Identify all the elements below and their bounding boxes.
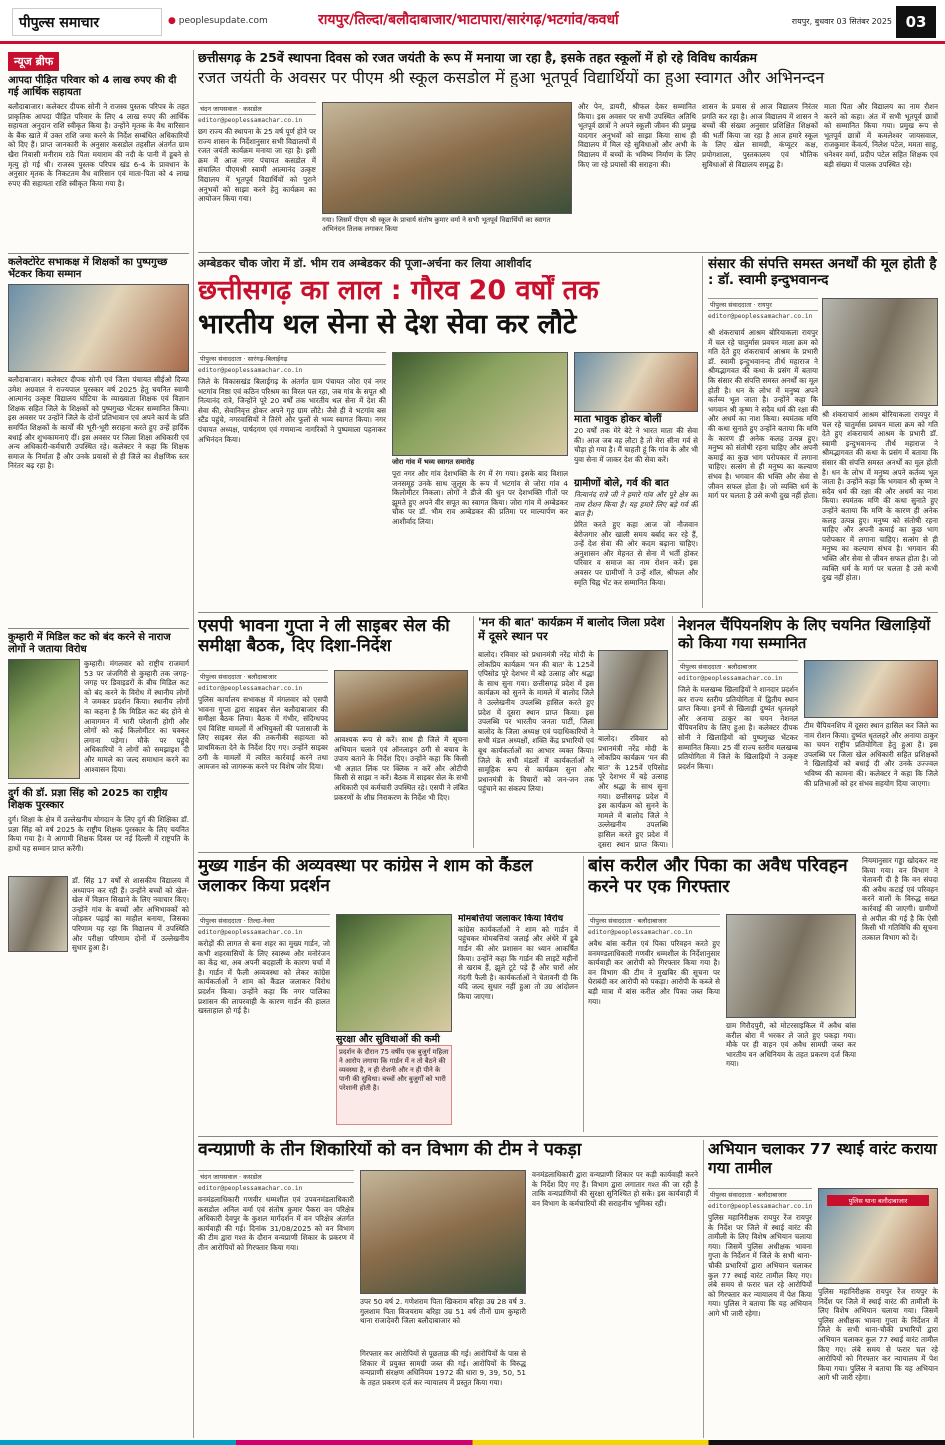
top-caption: गया। जिसमें पीएम श्री स्कूल के प्राचार्य संतोष कुमार वर्मा ने सभी भूतपूर्व विद्यार्थियों का स्वागत अभिनंदन तिलक लगाकर किया [322, 216, 551, 233]
warrant-body-2: पुलिस महानिरीक्षक रायपुर रेंज रायपुर के निर्देश पर जिले में स्थाई वारंट की तामीली के लिए विशेष अभियान चलाया गया। जिसमें पुलिस अधीक्षक भावना गुप्ता के निर्देशन में जिले के सभी थाना-चौकी प्रभारियों द्वारा अभियान चलाकर कुल 77 स्थाई वारंट तामील किए गए। लंबे समय से फरार चल रहे आरोपियों को गिरफ्तार कर न्यायालय में पेश किया गया। पुलिस ने बताया कि यह अभियान आगे भी जारी रहेगा। [818, 1287, 938, 1383]
warrant-photo [818, 1188, 938, 1284]
top-col2: और पेन, डायरी, श्रीफल देकर सम्मानित किया। इस अवसर पर सभी उपस्थित अतिथि भूतपूर्व छात्रों ने अपने स्कूली जीवन की प्रमुख यादगार अनुभवों को साझा किया साथ ही विद्यालय में मिल रहे सुविधाओं और अभी के विद्यालय में बच्चों के भविष्य निर्माण के लिए किए जा रहे प्रयासों की सराहना की। [578, 102, 696, 169]
garden-headline: मुख्य गार्डन की अव्यवस्था पर कांग्रेस ने शाम को कैंडल जलाकर किया प्रदर्शन [198, 856, 533, 897]
cyber-col2: आवश्यक रूप से करें। साथ ही जिले में सूचना अभियान चलाने एवं ऑनलाइन ठगी से बचाव के उपाय बताने के निर्देश दिए। उन्होंने कहा कि किसी भी अज्ञात लिंक पर क्लिक न करें और ओटीपी किसी से साझा न करें। बैठक में साइबर सेल के सभी अधिकारी एवं कर्मचारी उपस्थित रहे। एसपी ने लंबित प्रकरणों के शीघ्र निराकरण के निर्देश भी दिए। [334, 735, 468, 802]
brief-3-title: कुम्हारी में मिडिल कट को बंद करने से नाराज लोगों ने जताया विरोध [8, 632, 171, 655]
wildlife-byline: चंदन जायसवाल · कसडोल [198, 1170, 354, 1183]
newspaper-logo [12, 8, 162, 36]
army-quote2-body: नित्यानंद रात्रे जी ने हमारे गांव और पूरे क्षेत्र का नाम रोशन किया है। यह हमारे लिए बड़े गर्व की बात है। [574, 490, 698, 518]
brief-3-body: कुम्हारी। मंगलवार को राष्ट्रीय राजमार्ग 53 पर जंजगिरी से कुम्हारी तक जगह-जगह पर डिवाइडरों के बीच मिडिल कट को बंद करने के विरोध में स्थानीय लोगों ने जमकर प्रदर्शन किया। स्थानीय लोगों का कहना है कि मिडिल कट बंद होने से आवागमन में भारी परेशानी होगी और लोगों को कई किलोमीटर का चक्कर लगाना पड़ेगा। मौके पर पहुंचे अधिकारियों ने लोगों को समझाइश दी और मामले का जल्द समाधान करने का आश्वासन दिया। [84, 659, 189, 774]
army-col3: प्रेरित करते हुए कहा आज जो नौजवान बेरोजगार और खाली समय बर्बाद कर रहे हैं, उन्हें देश सेवा की ओर कदम बढ़ाना चाहिए। अनुशासन और मेहनत से सेना में भर्ती होकर परिवार व समाज का नाम रोशन करें। इस अवसर पर ग्रामीणों ने उन्हें शॉल, श्रीफल और स्मृति चिह्न भेंट कर सम्मानित किया। [574, 520, 698, 587]
bamboo-headline: बांस करील और पिका का अवैध परिवहन करने पर एक गिरफ्तार [588, 856, 848, 897]
cyber-story [198, 616, 468, 848]
army-kicker: अम्बेडकर चौक जोरा में डॉ. भीम राव अम्बेडकर की पूजा-अर्चना कर लिया आशीर्वाद [198, 257, 532, 270]
mann-body: बालोद। रविवार को प्रधानमंत्री नरेंद्र मोदी के लोकप्रिय कार्यक्रम 'मन की बात' के 125वें एपिसोड पूरे देशभर में बड़े उत्साह और श्रद्धा के साथ सुना गया। छत्तीसगढ़ प्रदेश में इस कार्यक्रम को सुनने के मामले में बालोद जिले ने उल्लेखनीय उपलब्धि हासिल करते हुए प्रदेश में दूसरा स्थान प्राप्त किया। इस उपलब्धि पर भारतीय जनता पार्टी, जिला बालोद के जिला अध्यक्ष एवं पदाधिकारियों ने सभी मंडल अध्यक्षों, शक्ति केंद्र प्रभारियों एवं बूथ कार्यकर्ताओं का आभार व्यक्त किया। जिले के सभी मंडलों में कार्यकर्ताओं ने सामूहिक रूप से कार्यक्रम सुना और प्रधानमंत्री के विचारों को जन-जन तक पहुंचाने का संकल्प लिया। [478, 650, 594, 794]
swami-story [708, 256, 938, 608]
cyber-col1: पुलिस कार्यालय सभाकक्ष में मंगलवार को एसपी भावना गुप्ता द्वारा साइबर सेल बलौदाबाजार की समीक्षा बैठक लिया। बैठक में गंभीर, संदिग्धपद एवं विशिष्ट मामलों में अभियुक्तों की पतासाजी के लिए साइबर सेल की तकनीकी सहायता को प्राथमिकता देने के निर्देश दिए गए। उन्होंने साइबर ठगी के मामलों में त्वरित कार्रवाई करने तथा आमजन को जागरूक करने पर विशेष जोर दिया। [198, 695, 328, 772]
garden-subhead: मोमबत्तियां जलाकर किया विरोध [458, 914, 564, 924]
warrant-photo-label: पुलिस थाना बलौदाबाजार [827, 1195, 929, 1206]
garden-photo-caption: प्रदर्शन के दौरान 75 वर्षीय एक बुजुर्ग महिला ने आरोप लगाया कि गार्डन में न तो बैठने की व्यवस्था है, न ही रोशनी और न ही पीने के पानी की सुविधा। बच्चों और बुजुर्गों को भारी परेशानी होती है। [336, 1045, 452, 1125]
army-quote2-title: ग्रामीणों बोले, गर्व की बात [574, 478, 669, 489]
wildlife-photo [360, 1170, 526, 1294]
army-headline-2: भारतीय थल सेना से देश सेवा कर लौटे [198, 309, 577, 341]
army-story [198, 256, 698, 608]
wildlife-col3: वनमंडलाधिकारी द्वारा वन्यप्राणी शिकार पर कड़ी कार्यवाही करने के निर्देश दिए गए हैं। विभाग द्वारा लगातार गश्त की जा रही है ताकि वन्यप्राणियों की सुरक्षा सुनिश्चित हो सके। इस कार्यवाही में वन विभाग के कर्मचारियों की सराहनीय भूमिका रही। [532, 1170, 698, 1208]
bottom-color-bar [0, 1440, 945, 1445]
globe-icon: ● [168, 16, 176, 26]
wildlife-email: editor@peoplessamachar.co.in [198, 1185, 303, 1192]
bamboo-col3: नियमानुसार गड्ढा खोदकर नष्ट किया गया। वन विभाग ने चेतावनी दी है कि वन संपदा की अवैध कटाई एवं परिवहन करने वालों के विरुद्ध सख्त कार्रवाई की जाएगी। ग्रामीणों से अपील की गई है कि ऐसी किसी भी गतिविधि की सूचना तत्काल विभाग को दें। [862, 856, 938, 942]
brief-4-extra: डॉ. सिंह 17 वर्षों से शासकीय विद्यालय में अध्यापन कर रही हैं। उन्होंने बच्चों को खेल-खेल में विज्ञान सिखाने के लिए नवाचार किए। उन्होंने गांव के बच्चों और अभिभावकों को जोड़कर पढ़ाई का माहौल बनाया, जिसका परिणाम यह रहा कि विद्यालय में उपस्थिति और परीक्षा परिणाम दोनों में उल्लेखनीय सुधार हुआ है। [72, 876, 189, 953]
army-photo [392, 352, 568, 456]
brief-2-photo [8, 284, 189, 372]
brief-3-photo [8, 659, 80, 779]
top-story-headline: रजत जयंती के अवसर पर पीएम श्री स्कूल कसडोल में हुआ भूतपूर्व विद्यार्थियों का हुआ स्वागत और अभिनन्दन [198, 68, 825, 87]
army-byline: पीपुल्स संवाददाता · सारंगढ़-बिलाईगढ़ [198, 352, 386, 365]
website-text: peoplesupdate.com [178, 16, 268, 26]
top-story-kicker: छत्तीसगढ़ के 25वें स्थापना दिवस को रजत जयंती के रूप में मनाया जा रहा है, इसके तहत स्कूलों में हो रहे विविध कार्यक्रम [198, 50, 757, 65]
wildlife-story [198, 1140, 698, 1438]
page-number: 03 [896, 6, 936, 38]
swami-body: श्री शंकराचार्य आश्रम बोरियाकला रायपुर में चल रहे चातुर्मास प्रवचन माला क्रम को गति देते हुए शंकराचार्य आश्रम के प्रभारी डॉ. स्वामी इन्दुभवानन्द तीर्थ महाराज ने श्रीमद्भागवत की कथा के प्रसंग में बताया कि संसार की संपत्ति समस्त अनर्थों का मूल होती है। धन के लोभ में मनुष्य अपने कर्तव्य भूल जाता है। उन्होंने कहा कि भगवान श्री कृष्ण ने सदैव धर्म की रक्षा की और अधर्म का नाश किया। स्यमंतक मणि की कथा सुनाते हुए उन्होंने बताया कि मणि के कारण ही अनेक कलह उत्पन्न हुए। मनुष्य को संतोषी रहना चाहिए और अपनी कमाई का कुछ भाग परोपकार में लगाना चाहिए। सत्संग से ही मनुष्य का कल्याण संभव है। भगवान की भक्ति और सेवा से जीवन सफल होता है। जो व्यक्ति धर्म के मार्ग पर चलता है उसे कभी दुख नहीं होता। [708, 328, 818, 501]
army-quote-body: 20 वर्षों तक मेरे बेटे ने भारत माता की सेवा की। आज जब वह लौटा है तो मेरा सीना गर्व से चौड़ा हो गया है। मैं चाहती हूं कि गांव के और भी युवा सेना में जाकर देश की सेवा करें। [574, 426, 698, 464]
city-strip: रायपुर/तिल्दा/बलौदाबाजार/भाटापारा/सारंगढ़/भटगांव/कवर्धा [318, 12, 619, 28]
cyber-photo [334, 670, 468, 732]
swami-body-2: श्री शंकराचार्य आश्रम बोरियाकला रायपुर में चल रहे चातुर्मास प्रवचन माला क्रम को गति देते हुए शंकराचार्य आश्रम के प्रभारी डॉ. स्वामी इन्दुभवानन्द तीर्थ महाराज ने श्रीमद्भागवत की कथा के प्रसंग में बताया कि संसार की संपत्ति समस्त अनर्थों का मूल होती है। धन के लोभ में मनुष्य अपने कर्तव्य भूल जाता है। उन्होंने कहा कि भगवान श्री कृष्ण ने सदैव धर्म की रक्षा की और अधर्म का नाश किया। स्यमंतक मणि की कथा सुनाते हुए उन्होंने बताया कि मणि के कारण ही अनेक कलह उत्पन्न हुए। मनुष्य को संतोषी रहना चाहिए और अपनी कमाई का कुछ भाग परोपकार में लगाना चाहिए। सत्संग से ही मनुष्य का कल्याण संभव है। भगवान की भक्ति और सेवा से जीवन सफल होता है। जो व्यक्ति धर्म के मार्ग पर चलता है उसे कभी दुख नहीं होता। [822, 410, 938, 583]
brief-2-body: बलौदाबाजार। कलेक्टर दीपक सोनी एवं जिला पंचायत सीईओ दिव्या उमेश अग्रवाल ने राज्यपाल पुरस्कार वर्ष 2025 हेतु चयनित स्वामी आत्मानंद उत्कृष्ट विद्यालय घोटिया के व्याख्याता शिक्षक एवं विज्ञान शिक्षक सहित जिले के शिक्षकों को पुष्पगुच्छ भेंटकर सम्मानित किया। इस अवसर पर उन्होंने जिले के दोनों प्रतिभावान एवं अपने कार्य के प्रति समर्पित शिक्षकों के कार्यों की भूरी-भूरी सराहना करते हुए उन्हें हार्दिक बधाई और शुभकामनाएं दीं। इस अवसर पर जिला शिक्षा अधिकारी एवं अन्य अधिकारी-कर्मचारी उपस्थित रहे। कलेक्टर ने कहा कि शिक्षक समाज के निर्माता हैं और उनके प्रयासों से ही जिले का शैक्षणिक स्तर निरंतर बढ़ रहा है। [8, 375, 189, 471]
garden-byline: पीपुल्स संवाददाता · तिल्दा-नेवरा [198, 914, 330, 927]
brief-4-title: दुर्ग की डॉ. प्रज्ञा सिंह को 2025 का राष्ट्रीय शिक्षक पुरस्कार [8, 788, 168, 811]
national-story [678, 616, 938, 848]
top-col4: माता पिता और विद्यालय का नाम रौशन करने को कहा। अंत में सभी भूतपूर्व छात्रों को सम्मानित किया गया। प्रमुख रूप से भूतपूर्व छात्रों में कमलेश्वर जायसवाल, राजकुमार केंवर्त्य, निलेश पटेल, ममता साहू, धनेश्वर वर्मा, प्रदीप पटेल सहित शिक्षक एवं बड़ी संख्या में पालक उपस्थित रहे। [824, 102, 938, 169]
garden-photo-title: सुरक्षा और सुविधाओं की कमी [336, 1034, 440, 1045]
brief-4-body: दुर्ग। शिक्षा के क्षेत्र में उल्लेखनीय योगदान के लिए दुर्ग की शिक्षिका डॉ. प्रज्ञा सिंह को वर्ष 2025 के राष्ट्रीय शिक्षक पुरस्कार के लिए चयनित किया गया है। वे आगामी शिक्षक दिवस पर नई दिल्ली में राष्ट्रपति के हाथों यह सम्मान प्राप्त करेंगी। [8, 815, 189, 853]
national-email: editor@peoplessamachar.co.in [678, 675, 783, 682]
brief-4-portrait [8, 876, 68, 952]
top-story-photo [322, 102, 572, 214]
news-brief-column [8, 50, 189, 1438]
army-headline-1: छत्तीसगढ़ का लाल : गौरव 20 वर्षों तक [198, 275, 599, 306]
warrant-body: पुलिस महानिरीक्षक रायपुर रेंज रायपुर के निर्देश पर जिले में स्थाई वारंट की तामीली के लिए विशेष अभियान चलाया गया। जिसमें पुलिस अधीक्षक भावना गुप्ता के निर्देशन में जिले के सभी थाना-चौकी प्रभारियों द्वारा अभियान चलाकर कुल 77 स्थाई वारंट तामील किए गए। लंबे समय से फरार चल रहे आरोपियों को गिरफ्तार कर न्यायालय में पेश किया गया। पुलिस ने बताया कि यह अभियान आगे भी जारी रहेगा। [708, 1213, 812, 1318]
wildlife-headline: वन्यप्राणी के तीन शिकारियों को वन विभाग की टीम ने पकड़ा [198, 1140, 582, 1160]
army-email: editor@peoplessamachar.co.in [198, 367, 303, 374]
top-story [198, 50, 938, 250]
national-byline: पीपुल्स संवाददाता · बलौदाबाजार [678, 660, 798, 673]
mann-headline: 'मन की बात' कार्यक्रम में बालोद जिला प्रदेश में दूसरे स्थान पर [478, 616, 665, 643]
warrant-story [708, 1140, 938, 1438]
garden-col2: कांग्रेस कार्यकर्ताओं ने शाम को गार्डन में पहुंचकर मोमबत्तियां जलाई और अंधेरे में डूबे गार्डन की ओर प्रशासन का ध्यान आकर्षित किया। उन्होंने कहा कि गार्डन की लाइटें महीनों से खराब हैं, झूले टूटे पड़े हैं और चारों ओर गंदगी फैली है। कार्यकर्ताओं ने चेतावनी दी कि यदि जल्द सुधार नहीं हुआ तो उग्र आंदोलन किया जाएगा। [458, 924, 578, 1001]
warrant-headline: अभियान चलाकर 77 स्थाई वारंट कराया गया तामील [708, 1140, 937, 1177]
bamboo-byline: पीपुल्स संवाददाता · बलौदाबाजार [588, 914, 720, 927]
army-photo-caption: जोरा गांव में भव्य स्वागत समारोह [392, 458, 475, 466]
army-col2: पूरा नगर और गांव देशभक्ति के रंग में रंग गया। इसके बाद विशाल जनसमूह उनके साथ जुलूस के रूप में भटगांव से जोरा गांव 4 किलोमीटर निकला। लोगों ने डीजे की धुन पर देशभक्ति गीतों पर झूमते हुए अपने वीर सपूत का स्वागत किया। जोरा गांव में अम्बेडकर चौक पर डॉ. भीम राव अम्बेडकर की प्रतिमा पर माल्यार्पण कर आशीर्वाद लिया। [392, 469, 568, 526]
mann-body-2: बालोद। रविवार को प्रधानमंत्री नरेंद्र मोदी के लोकप्रिय कार्यक्रम 'मन की बात' के 125वें एपिसोड पूरे देशभर में बड़े उत्साह और श्रद्धा के साथ सुना गया। छत्तीसगढ़ प्रदेश में इस कार्यक्रम को सुनने के मामले में बालोद जिले ने उल्लेखनीय उपलब्धि हासिल करते हुए प्रदेश में दूसरा स्थान प्राप्त किया। [598, 734, 668, 848]
warrant-email: editor@peoplessamachar.co.in [708, 1203, 812, 1210]
cyber-email: editor@peoplessamachar.co.in [198, 685, 303, 692]
top-byline: चंदन जायसवाल · कसडोल [198, 102, 316, 115]
garden-story [198, 856, 578, 1132]
cyber-byline: पीपुल्स संवाददाता · बलौदाबाजार [198, 670, 328, 683]
brief-1-title: आपदा पीड़ित परिवार को 4 लाख रुपए की दी गई आर्थिक सहायता [8, 75, 177, 98]
swami-headline: संसार की संपत्ति समस्त अनर्थों की मूल होती है : डॉ. स्वामी इन्दुभवानन्द [708, 256, 937, 289]
bamboo-photo [726, 914, 856, 1018]
national-col1: जिले के मलखम्ब खिलाड़ियों ने शानदार प्रदर्शन कर राज्य स्तरीय प्रतियोगिता में द्वितीय स्थान प्राप्त किया। इनमें से खिलाड़ी दुष्यंत धृतलहरे और अनाया ठाकुर का चयन नेशनल चैंपियनशिप के लिए हुआ है। कलेक्टर दीपक सोनी ने खिलाड़ियों को पुष्पगुच्छ भेंटकर सम्मानित किया। 25 वीं राज्य स्तरीय मलखम्ब प्रतियोगिता में जिले के खिलाड़ियों ने उत्कृष्ट प्रदर्शन किया। [678, 685, 798, 771]
wildlife-photo-caption: उपर 50 वर्ष 2. गणेशराम पिता खिकराम बरिहा उम्र 28 वर्ष 3. गुलशाम पिता विजयराम बरिहा उम्र 51 वर्ष तीनों ग्राम कुम्हारी थाना राजादेवरी जिला बलौदाबाजार को [360, 1297, 526, 1326]
garden-photo [336, 914, 452, 1032]
army-photo-2 [574, 352, 698, 412]
national-headline: नेशनल चैंपियनशिप के लिए चयनित खिलाड़ियों को किया गया सम्मानित [678, 616, 931, 652]
top-email: editor@peoplessamachar.co.in [198, 117, 303, 124]
mann-ki-baat-story [478, 616, 668, 848]
swami-portrait [822, 298, 938, 406]
website-block[interactable] [168, 16, 298, 32]
bamboo-col2: ग्राम गिरौदपुरी, को मोटरसाइकिल में अवैध बांस करील बोरा में भरकर ले जाते हुए पकड़ा गया। मौके पर ही वाहन एवं अवैध सामग्री जब्त कर भारतीय वन अधिनियम के तहत प्रकरण दर्ज किया गया। [726, 1021, 856, 1069]
warrant-byline: पीपुल्स संवाददाता · बलौदाबाजार [708, 1188, 812, 1201]
top-col3: शासन के प्रयास से आज विद्यालय निरंतर प्रगति कर रहा है। आज विद्यालय में शासन ने बच्चों की संख्या अनुसार प्रशिक्षित शिक्षकों की भर्ती किया जा रहा है आज हमारे स्कूल के लिए खेल सामग्री, कंप्यूटर कक्ष, प्रयोगशाला, पुस्तकालय एवं भौतिक सुविधाओं से विद्यालय समृद्ध है। [702, 102, 818, 169]
garden-email: editor@peoplessamachar.co.in [198, 929, 303, 936]
swami-byline: पीपुल्स संवाददाता · रायपुर [708, 298, 818, 311]
cyber-headline: एसपी भावना गुप्ता ने ली साइबर सेल की समीक्षा बैठक, दिए दिशा-निर्देश [198, 616, 450, 657]
army-col1: जिले के विकासखंड बिलाईगढ़ के अंतर्गत ग्राम पंचायत जोरा एवं नगर भटगांव निष्ठा एवं कठिन परिश्रम का विरल पल रहा, जब गांव के सपूत श्री नित्यानंद रात्रे, जिन्होंने पूरे 20 वर्षों तक भारतीय थल सेना में देश की सेवा की, सेवानिवृत्त होकर अपने गृह ग्राम लौटे। जैसे ही वे भटगांव बस स्टैंड पहुंचे, नगरवासियों ने तिरंगे और फूलों से भव्य स्वागत किया। नगर पंचायत अध्यक्ष, पार्षदगण एवं गणमान्य नागरिकों ने पुष्पमाला पहनाकर अभिनंदन किया। [198, 377, 386, 444]
swami-email: editor@peoplessamachar.co.in [708, 313, 813, 320]
issue-date: रायपुर, बुधवार 03 सितंबर 2025 [791, 17, 892, 26]
army-quote-title: माता भावुक होकर बोलीं [574, 414, 662, 425]
brief-2-title: कलेक्टोरेट सभाकक्ष में शिक्षकों का पुष्पगुच्छ भेंटकर किया सम्मान [8, 257, 168, 280]
wildlife-col1: वनमंडलाधिकारी गणवीर धम्मशील एवं उपवनमंडलाधिकारी कसडोल अनिल वर्मा एवं संतोष कुमार पैकरा वन परिक्षेत्र अधिकारी देवपुर के कुशल मार्गदर्शन में वन परिक्षेत्र अंतर्गत कार्यवाही की गई। दिनांक 31/08/2025 को वन विभाग की टीम द्वारा गश्त के दौरान वन्यप्राणी शिकार के प्रकरण में तीन आरोपियों को गिरफ्तार किया गया। [198, 1195, 354, 1252]
national-photo [804, 660, 938, 718]
news-brief-label: न्यूज ब्रीफ [8, 52, 59, 71]
wildlife-col2: गिरफ्तार कर आरोपियों से पूछताछ की गई। आरोपियों के पास से शिकार में प्रयुक्त सामग्री जब्त की गई। आरोपियों के विरुद्ध वन्यप्राणी संरक्षण अधिनियम 1972 की धारा 9, 39, 50, 51 के तहत प्रकरण दर्ज कर न्यायालय में प्रस्तुत किया गया। [360, 1349, 526, 1387]
masthead [0, 0, 945, 44]
logo-text: पीपुल्स समाचार [19, 15, 100, 31]
national-col2: टीम चैंपियनशिप में दूसरा स्थान हासिल कर जिले का नाम रोशन किया। दुष्यंत धृतलहरे और अनाया ठाकुर का चयन राष्ट्रीय प्रतियोगिता हेतु हुआ है। इस उपलब्धि पर जिला खेल अधिकारी सहित प्रशिक्षकों ने खिलाड़ियों को बधाई दी और उनके उज्ज्वल भविष्य की कामना की। कलेक्टर ने कहा कि जिले की प्रतिभाओं को हर संभव सहयोग दिया जाएगा। [804, 721, 938, 788]
top-col1: छग राज्य की स्थापना के 25 वर्ष पूर्ण होने पर राज्य शासन के निर्देशानुसार सभी विद्यालयों में रजत जयंती कार्यक्रम मनाया जा रहा है। इसी क्रम में आज नगर पंचायत कसडोल में संचालित पीएमश्री स्वामी आत्मानंद उत्कृष्ट विद्यालय में भूतपूर्व विद्यार्थियों को पुराने अनुभवों को साझा करने हेतु कार्यक्रम का आयोजन किया गया। [198, 127, 316, 204]
bamboo-col1: अवैध बांस करील एवं पिका परिवहन करते हुए वनमण्डलाधिकारी गणवीर धम्मशील के निर्देशानुसार कार्यवाही कर आरोपी को गिरफ्तार किया गया है। वन विभाग की टीम ने मुखबिर की सूचना पर घेराबंदी कर आरोपी को पकड़ा। आरोपी के कब्जे से बड़ी मात्रा में बांस करील और पिका जब्त किया गया। [588, 939, 720, 1006]
bamboo-email: editor@peoplessamachar.co.in [588, 929, 693, 936]
brief-1-body: बलौदाबाजार। कलेक्टर दीपक सोनी ने राजस्व पुस्तक परिपत्र के तहत प्राकृतिक आपदा पीड़ित परिवार के लिए 4 लाख रुपए की आर्थिक सहायता अनुदान राशि स्वीकृत किया है। उन्होंने मृतक के वैध वारिसान के बैंक खाते में उक्त राशि जमा करने के निर्देश सम्बंधित अधिकारियों को दिए हैं। प्राप्त जानकारी के अनुसार कसडोल तहसील अंतर्गत ग्राम खैरा निवासी मनीराम राठे पिता मयाराम की नदी के पानी में डूबने से मृत्यु हो गई थी। राजस्व पुस्तक परिपत्र खंड 6-4 के प्रावधान के अनुसार मृतक के निकटतम वैध वारिसान एवं माता-पिता को 4 लाख रुपए की सहायता राशि स्वीकृत किया गया है। [8, 102, 189, 188]
mann-portrait [598, 650, 668, 730]
garden-col1: करोड़ों की लागत से बना शहर का मुख्य गार्डन, जो कभी शहरवासियों के लिए स्वास्थ्य और मनोरंजन का केंद्र था, अब अपनी बदहाली के कारण चर्चा में है। गार्डन में फैली अव्यवस्था को लेकर कांग्रेस कार्यकर्ताओं ने शाम को कैंडल जलाकर विरोध प्रदर्शन किया। उन्होंने कहा कि नगर पालिका प्रशासन की लापरवाही के कारण गार्डन की हालत खस्ताहाल हो गई है। [198, 939, 330, 1016]
bamboo-story [588, 856, 938, 1132]
